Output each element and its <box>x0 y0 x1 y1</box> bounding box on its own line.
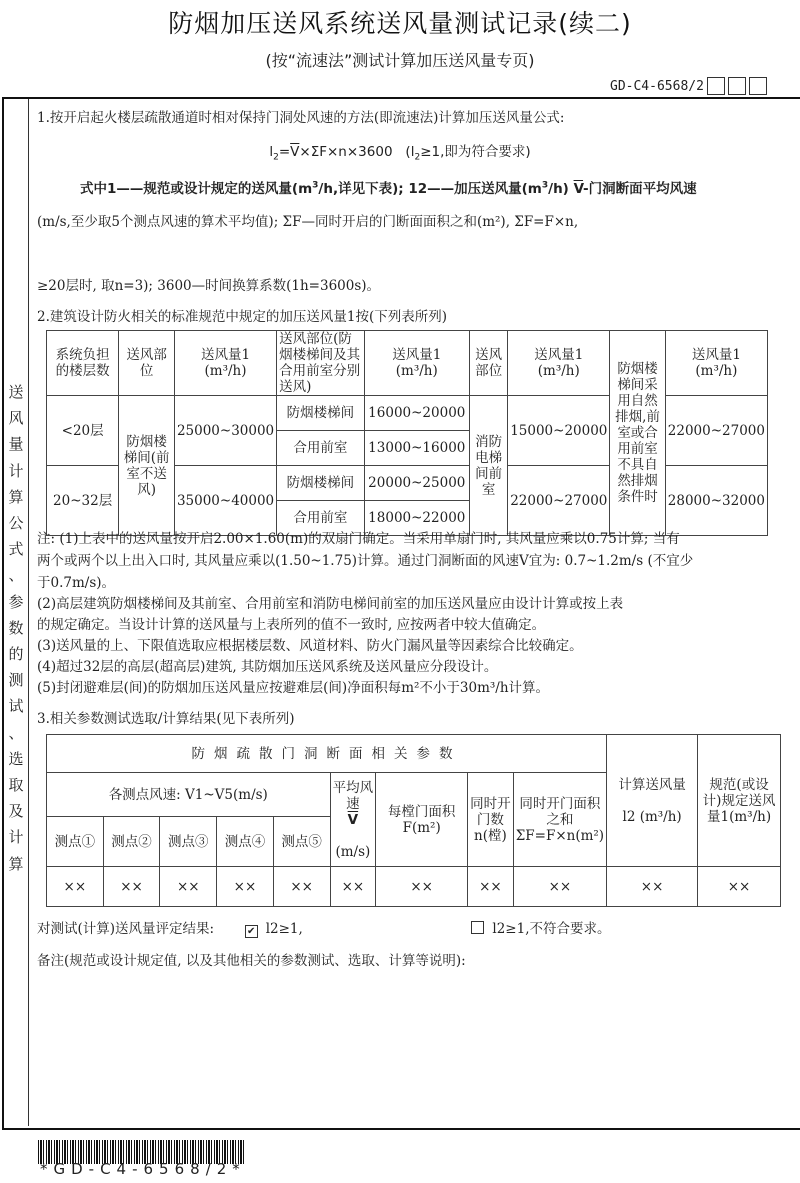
note-5: (5)封闭避难层(间)的防烟加压送风量应按避难层(间)净面积每m²不小于30m³/h计算。 <box>37 680 550 696</box>
row2-elevator: 22000~27000 <box>508 466 610 536</box>
header-split-location: 送风部位(防烟楼梯间及其合用前室分别送风) <box>277 331 364 396</box>
airflow-formula <box>0 140 800 163</box>
row2-sub2-value: 18000~22000 <box>364 501 470 536</box>
note-4: (4)超过32层的高层(超高层)建筑, 其防烟加压送风系统及送风量应分段设计。 <box>37 659 498 675</box>
note-3: (3)送风量的上、下限值选取应根据楼层数、风道材料、防火门漏风量等因素综合比较确定。 <box>37 638 583 654</box>
formula-description <box>80 177 697 197</box>
location-elevator: 消防电梯间前室 <box>470 396 508 536</box>
value-point-1[interactable]: ×× <box>47 867 104 907</box>
velocity-header: 各测点风速: V1~V5(m/s) <box>47 773 331 817</box>
remark-label: 备注(规范或设计规定值, 以及其他相关的参数测试、选取、计算等说明): <box>37 953 466 969</box>
note-1c: 于0.7m/s)。 <box>37 575 116 591</box>
point-5-header: 测点⑤ <box>273 817 330 867</box>
row2-sub1-location: 防烟楼梯间 <box>277 466 364 501</box>
value-avg-velocity[interactable]: ×× <box>330 867 376 907</box>
formula-description-line2: (m/s,至少取5个测点风速的算术平均值); ΣF—同时开启的门断面面积之和(m²), ΣF=F×n, <box>37 214 579 230</box>
calc-airflow-header: 计算送风量 l2 (m³/h) <box>607 735 698 867</box>
point-1-header: 测点① <box>47 817 104 867</box>
row1-sub2-value: 13000~16000 <box>364 431 470 466</box>
formula-rest: ×ΣF×n×3600 <box>299 144 393 160</box>
section1-heading: 1.按开启起火楼层疏散通道时相对保持门洞处风速的方法(即流速法)计算加压送风量公式: <box>37 110 565 126</box>
document-title: 防烟加压送风系统送风量测试记录(续二) <box>168 9 632 38</box>
value-point-2[interactable]: ×× <box>103 867 160 907</box>
point-4-header: 测点④ <box>217 817 274 867</box>
barcode-text: *GD-C4-6568/2* <box>40 1160 246 1178</box>
note-2b: 的规定确定。当设计计算的送风量与上表所列的值不一致时, 应按两者中较大值确定。 <box>37 617 546 633</box>
desc-d: -门洞断面平均风速 <box>583 181 697 197</box>
formula-lhs: l <box>269 144 274 160</box>
code-input-box-2[interactable] <box>728 77 746 95</box>
value-total-area[interactable]: ×× <box>513 867 606 907</box>
result-row <box>37 917 611 938</box>
value-door-count[interactable]: ×× <box>468 867 514 907</box>
section3-heading: 3.相关参数测试选取/计算结果(见下表所列) <box>37 711 295 727</box>
group-header: 防烟疏散门洞断面相关参数 <box>47 735 607 773</box>
natural-smoke-location: 防烟楼梯间采用自然排烟,前室或合用前室不具自然排烟条件时 <box>610 331 665 536</box>
point-2-header: 测点② <box>103 817 160 867</box>
header-elevator-location: 送风部位 <box>470 331 508 396</box>
header-airflow4: 送风量1 (m³/h) <box>665 331 767 396</box>
sup-3b: 3 <box>541 180 549 191</box>
row1-airflow: 25000~30000 <box>174 396 276 466</box>
desc-c: /h) <box>548 181 574 197</box>
total-area-header: 同时开门面积之和ΣF=F×n(m²) <box>513 773 606 867</box>
fail-option-label: l2≥1,不符合要求。 <box>492 921 611 937</box>
desc-v: $\overline{V}$ <box>573 181 584 197</box>
point-3-header: 测点③ <box>160 817 217 867</box>
note-2a: (2)高层建筑防烟楼梯间及其前室、合用前室和消防电梯间前室的加压送风量应由设计计算或按上表 <box>37 596 624 612</box>
avg-velocity-header: 平均风速 $\overline{V}$ (m/s) <box>330 773 376 867</box>
side-label-column <box>4 99 29 1126</box>
note-1b: 两个或两个以上出入口时, 其风量应乘以(1.50~1.75)计算。通过门洞断面的风速V宜为: 0.7~1.2m/s (不宜少 <box>37 553 694 569</box>
header-airflow3: 送风量1 (m³/h) <box>508 331 610 396</box>
door-count-header: 同时开门数n(樘) <box>468 773 514 867</box>
desc-b: /h,详见下表); 12——加压送风量(m <box>318 181 542 197</box>
note-1a: 注: (1)上表中的送风量按开启2.00×1.60(m)的双扇门确定。当采用单扇门时, 其风量应乘以0.75计算; 当有 <box>37 531 680 547</box>
code-input-box-3[interactable] <box>749 77 767 95</box>
code-input-box-1[interactable] <box>707 77 725 95</box>
spec-airflow-header: 规范(或设计)规定送风量1(m³/h) <box>698 735 781 867</box>
pass-option-label: l2≥1, <box>265 921 303 937</box>
airflow-standard-table <box>46 330 768 536</box>
formula-v: $\overline{V}$ <box>290 144 300 160</box>
row1-floors: <20层 <box>47 396 119 466</box>
value-point-3[interactable]: ×× <box>160 867 217 907</box>
header-airflow: 送风量1 (m³/h) <box>174 331 276 396</box>
desc-a: 式中1——规范或设计规定的送风量(m <box>80 181 313 197</box>
document-subtitle: (按“流速法”测试计算加压送风量专页) <box>265 51 535 70</box>
value-door-area[interactable]: ×× <box>376 867 468 907</box>
header-airflow2: 送风量1 (m³/h) <box>364 331 470 396</box>
row2-sub2-location: 合用前室 <box>277 501 364 536</box>
row2-floors: 20~32层 <box>47 466 119 536</box>
formula-cond-sub: 2 <box>414 152 421 163</box>
header-location: 送风部位 <box>119 331 175 396</box>
row2-natural: 28000~32000 <box>665 466 767 536</box>
formula-eq: = <box>278 144 291 160</box>
value-spec-airflow[interactable]: ×× <box>698 867 781 907</box>
door-area-header: 每樘门面积F(m²) <box>376 773 468 867</box>
formula-cond-post: ≥1,即为符合要求) <box>420 144 531 160</box>
measurement-table <box>46 734 781 907</box>
row1-sub2-location: 合用前室 <box>277 431 364 466</box>
formula-description-line3: ≥20层时, 取n=3); 3600—时间换算系数(1h=3600s)。 <box>37 278 381 294</box>
value-calc-airflow[interactable]: ×× <box>607 867 698 907</box>
row2-airflow: 35000~40000 <box>174 466 276 536</box>
section2-heading: 2.建筑设计防火相关的标准规范中规定的加压送风量1按(下列表所列) <box>37 309 448 325</box>
row1-natural: 22000~27000 <box>665 396 767 466</box>
sup-3: 3 <box>312 180 319 191</box>
header-floors: 系统负担的楼层数 <box>47 331 119 396</box>
row1-elevator: 15000~20000 <box>508 396 610 466</box>
row1-sub1-value: 16000~20000 <box>364 396 470 431</box>
formula-cond: (l <box>405 144 415 160</box>
result-label: 对测试(计算)送风量评定结果: <box>37 921 215 937</box>
value-point-5[interactable]: ×× <box>273 867 330 907</box>
location-stairwell: 防烟楼梯间(前室不送风) <box>119 396 175 536</box>
form-code-text: GD-C4-6568/2 <box>610 78 704 94</box>
row1-sub1-location: 防烟楼梯间 <box>277 396 364 431</box>
form-code <box>610 77 767 95</box>
value-point-4[interactable]: ×× <box>217 867 274 907</box>
formula-lhs-sub: 2 <box>273 152 279 163</box>
row2-sub1-value: 20000~25000 <box>364 466 470 501</box>
pass-checkbox[interactable]: ✔ <box>245 925 258 938</box>
fail-checkbox[interactable] <box>471 921 484 934</box>
side-label: 送 风 量 计 算 公 式 、 参 数 的 测 试 、 选 取 及 计 算 <box>8 383 24 873</box>
